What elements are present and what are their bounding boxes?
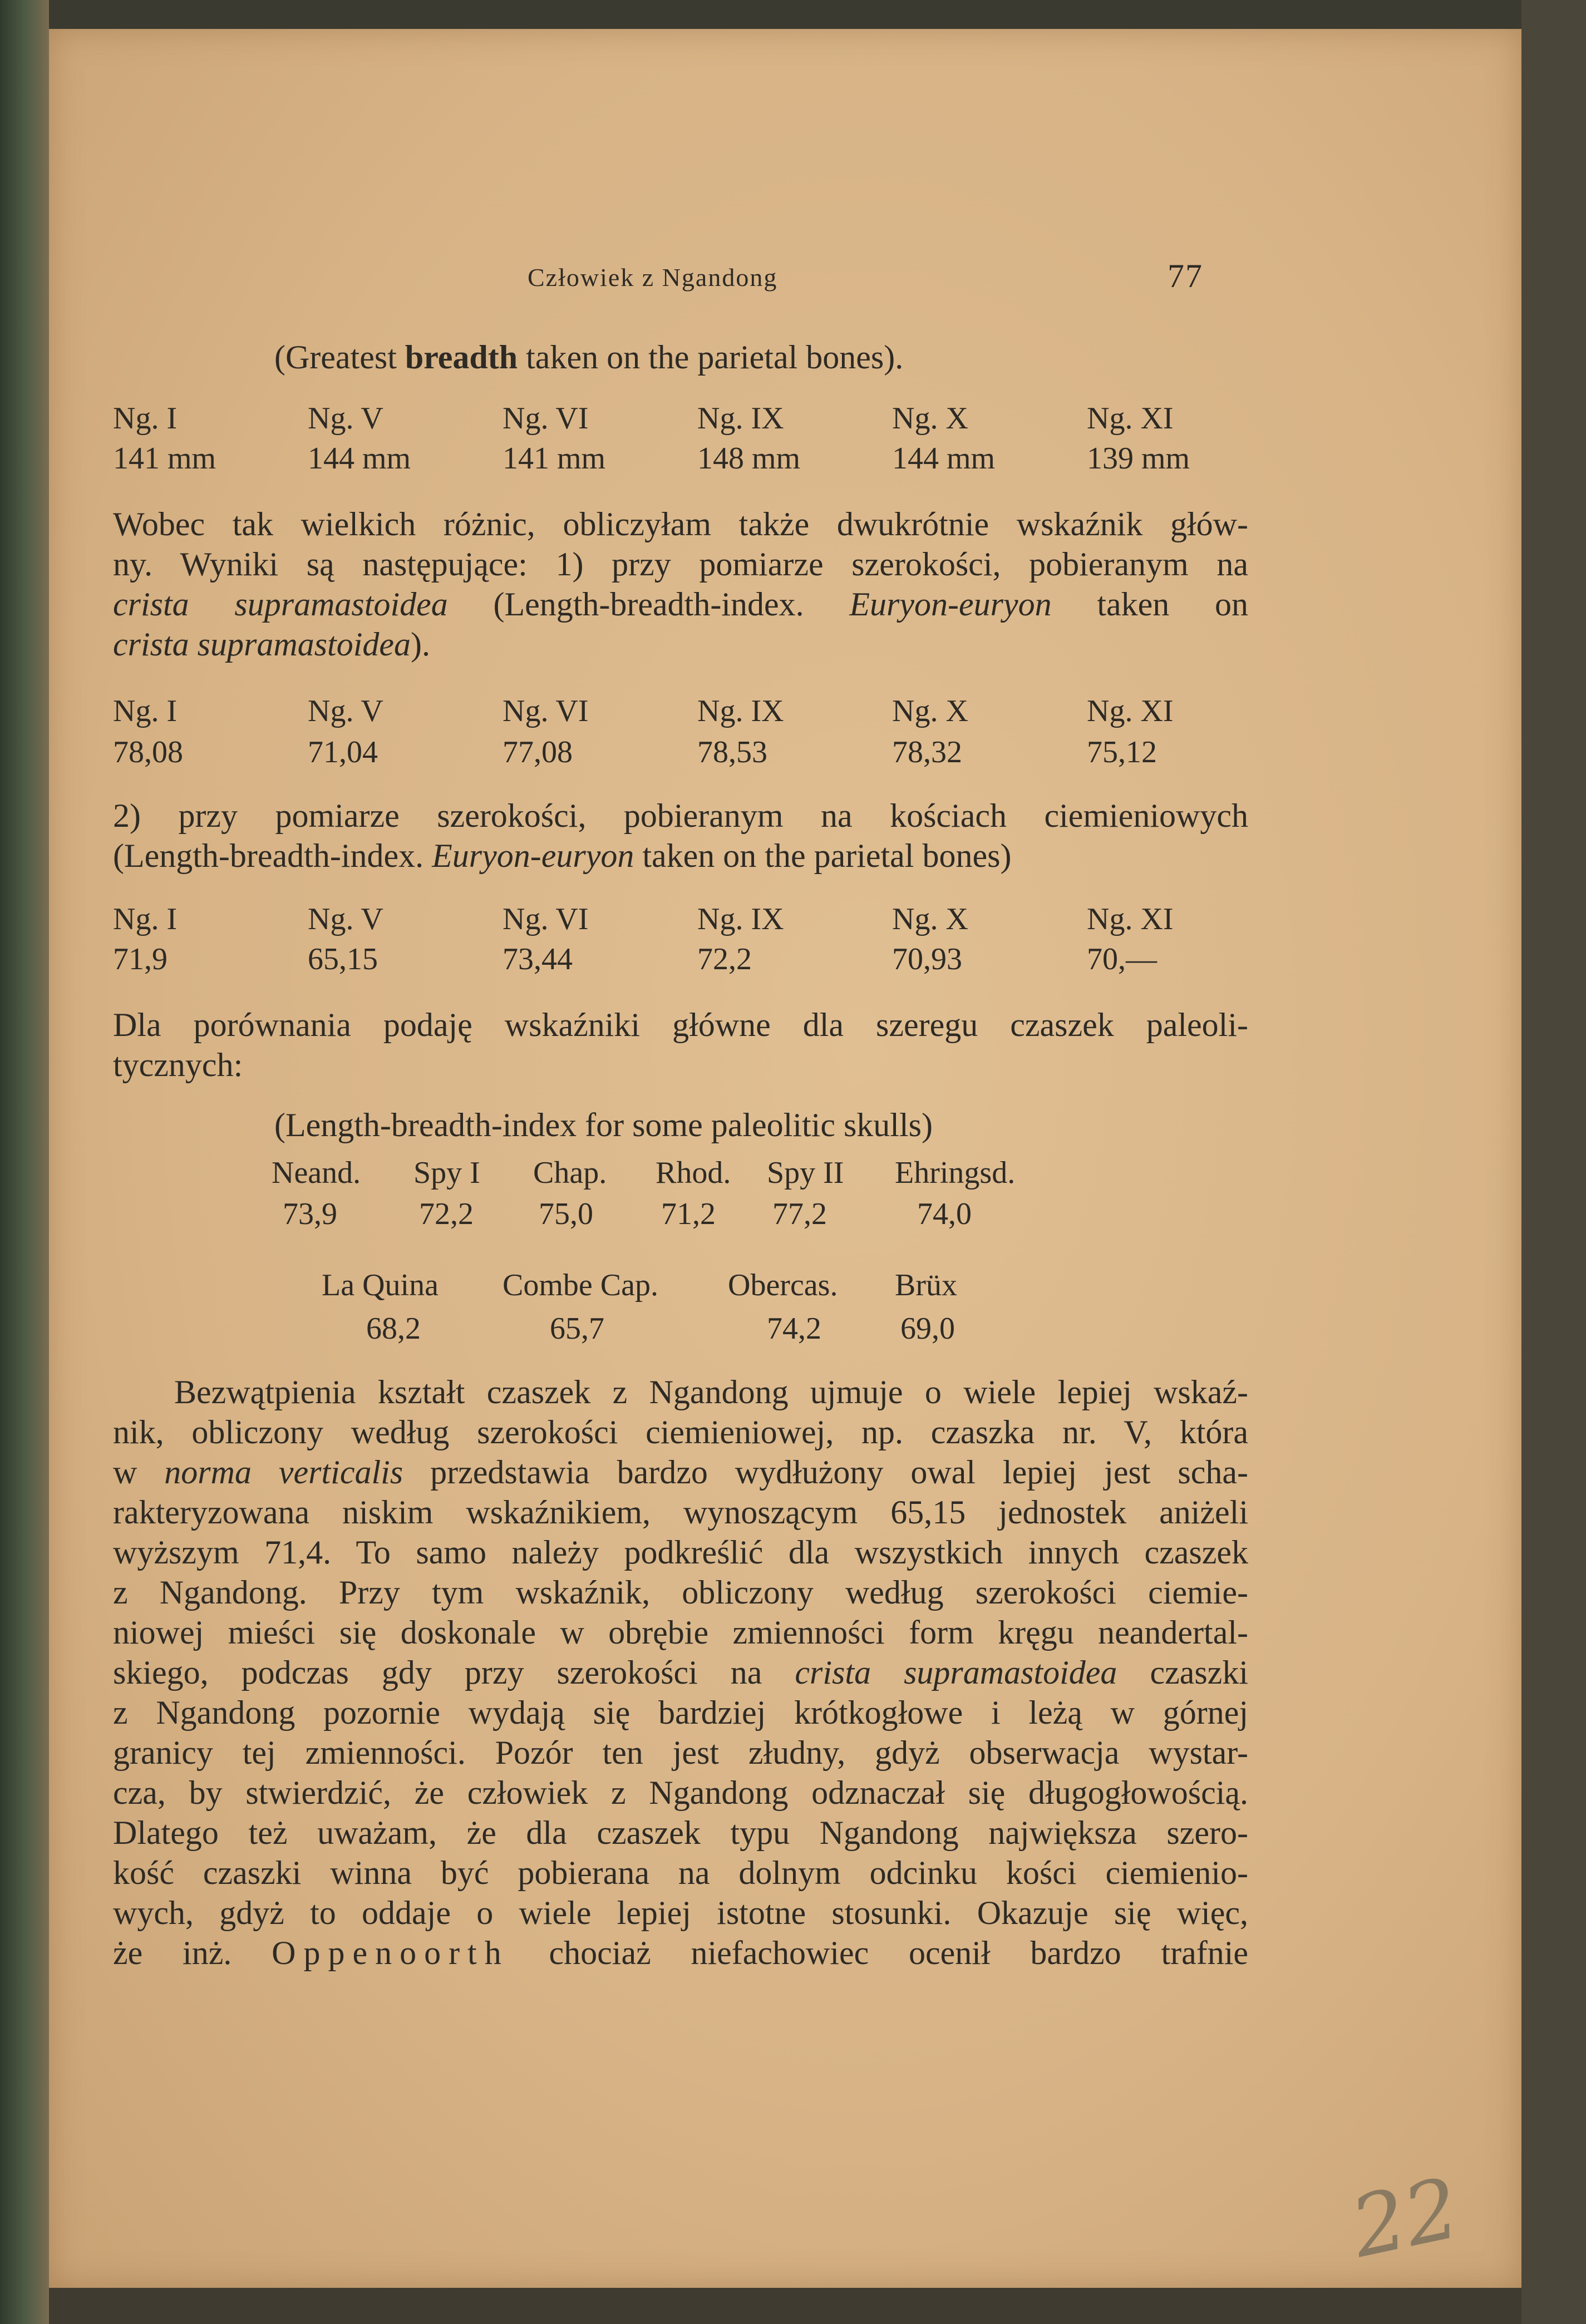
text: ). [411,626,431,663]
latin-term: crista supramastoidea [113,586,448,623]
para2-line: 2) przy pomiarze szerokości, pobieranym na kościach ciemieniowych [113,797,1248,834]
text: że inż. [113,1935,272,1971]
para3-line: Dla porównania podaję wskaźniki główne dla szeregu czaszek paleoli- [113,1006,1248,1043]
table4-header-row [272,1155,1140,1194]
latin-term: Euryon-euryon [849,586,1052,623]
table2-header: Ng. IX [697,694,784,728]
para4-line: Bezwątpienia kształt czaszek z Ngandong ujmuje o wiele lepiej wskaź- [174,1374,1248,1410]
table2-value: 78,53 [697,735,767,769]
para4-line: granicy tej zmienności. Pozór ten jest złudny, gdyż obserwacja wystar- [113,1734,1248,1771]
table5-value-row [322,1311,1101,1350]
text: chociaż niefachowiec ocenił bardzo trafnie [509,1935,1249,1971]
text: w [113,1454,165,1491]
para4-line: Dlatego też uważam, że dla czaszek typu Ngandong największa szero- [113,1814,1248,1851]
caption-bold: breadth [405,339,518,376]
caption-greatest-breadth [274,341,1109,374]
table2-value: 71,04 [308,735,378,769]
text: (Length-breadth-index. [113,837,432,874]
table1-header: Ng. V [308,401,383,436]
text: taken on [1051,586,1249,623]
table4-value: 74,0 [917,1197,972,1231]
table3-header-row [113,901,1248,940]
text: czaszki [1117,1654,1248,1691]
para4-line [113,1656,1248,1689]
table2-header-row [113,693,1248,732]
table1-header: Ng. X [892,401,968,436]
table1-header-row [113,401,1248,440]
table4-value: 73,9 [283,1197,337,1231]
text: (Length-breadth-index. [447,586,850,623]
book-spine [0,0,49,2324]
running-title: Człowiek z Ngandong [528,263,778,292]
table5-value: 74,2 [767,1311,821,1346]
latin-term: norma verticalis [164,1454,403,1491]
table5-header: Combe Cap. [503,1268,658,1302]
caption-paleolitic: (Length-breadth-index for some paleolitic skulls) [274,1107,933,1143]
para4-line: niowej mieści się doskonale w obrębie zmienności form kręgu neandertal- [113,1614,1248,1651]
para1-line [113,588,1248,621]
running-head [49,258,1521,296]
para4-line: nik, obliczony według szerokości ciemieniowej, np. czaszka nr. V, która [113,1414,1248,1450]
table1-value: 141 mm [113,441,216,476]
table3-value: 65,15 [308,942,378,976]
para1-line: ny. Wyniki są następujące: 1) przy pomiarze szerokości, pobieranym na [113,546,1248,583]
latin-term: Euryon-euryon [432,837,634,874]
para3-line: tycznych: [113,1047,243,1083]
latin-term: crista supramastoidea [113,626,411,663]
table1-header: Ng. I [113,401,178,436]
page-number: 77 [1168,258,1203,294]
table1-value: 139 mm [1087,441,1190,476]
table3-value: 72,2 [697,942,752,976]
handwritten-note: 22 [1343,2160,1467,2277]
para4-line: wych, gdyż to oddaje o wiele lepiej istotne stosunki. Okazuje się więc, [113,1894,1248,1931]
table3-value: 70,93 [892,942,962,976]
table3-value-row [113,941,1248,980]
table1-header: Ng. VI [503,401,589,436]
table3-header: Ng. VI [503,902,589,936]
table5-value: 68,2 [366,1311,421,1346]
table5-value: 65,7 [550,1311,604,1346]
para4-line: kość czaszki winna być pobierana na dolnym odcinku kości ciemienio- [113,1854,1248,1891]
table4-header: Spy II [767,1156,844,1190]
para4-line: cza, by stwierdzić, że człowiek z Ngandong odznaczał się długogłowością. [113,1774,1248,1811]
caption-text: taken on the parietal bones). [518,339,904,376]
para4-line [113,1936,1248,1970]
para4-line: wyższym 71,4. To samo należy podkreślić dla wszystkich innych czaszek [113,1534,1248,1571]
para4-line [113,1455,1248,1489]
table5-header: Brüx [895,1268,957,1302]
table3-header: Ng. V [308,902,383,936]
table4-value: 75,0 [539,1197,593,1231]
table5-header: Obercas. [728,1268,838,1302]
table4-value: 77,2 [772,1197,827,1231]
table2-header: Ng. X [892,694,968,728]
table4-header: Ehringsd. [895,1156,1016,1190]
para1-line: Wobec tak wielkich różnic, obliczyłam także dwukrótnie wskaźnik głów- [113,506,1248,542]
table2-header: Ng. VI [503,694,589,728]
table2-header: Ng. XI [1087,694,1174,728]
background-bottom [49,2288,1521,2324]
table2-value: 78,32 [892,735,962,769]
table3-header: Ng. I [113,902,178,936]
table1-header: Ng. XI [1087,401,1174,436]
table2-header: Ng. V [308,694,383,728]
table3-value: 71,9 [113,942,168,976]
table3-value: 73,44 [503,942,573,976]
table3-header: Ng. XI [1087,902,1174,936]
caption-text: (Greatest [274,339,405,376]
table1-header: Ng. IX [697,401,784,436]
table4-header: Neand. [272,1156,361,1190]
background-right [1521,0,1586,2324]
text: skiego, podczas gdy przy szerokości na [113,1654,795,1691]
text: taken on the parietal bones) [634,837,1012,874]
table4-value: 72,2 [419,1197,474,1231]
table1-value-row [113,441,1248,480]
para4-line: rakteryzowana niskim wskaźnikiem, wynoszącym 65,15 jednostek aniżeli [113,1494,1248,1531]
table3-header: Ng. X [892,902,968,936]
table4-header: Rhod. [656,1156,731,1190]
document-page [49,29,1521,2288]
table1-value: 148 mm [697,441,801,476]
table1-value: 144 mm [892,441,996,476]
table4-value-row [272,1196,1140,1235]
table5-header-row [322,1267,1101,1306]
table4-value: 71,2 [661,1197,716,1231]
table3-header: Ng. IX [697,902,784,936]
table4-header: Chap. [533,1156,607,1190]
table2-value: 75,12 [1087,735,1157,769]
table5-header: La Quina [322,1268,439,1302]
table2-header: Ng. I [113,694,178,728]
table2-value-row [113,734,1248,773]
table5-value: 69,0 [900,1311,955,1346]
table1-value: 144 mm [308,441,411,476]
spaced-name: Oppenoorth [272,1935,509,1971]
para1-line [113,628,1248,661]
latin-term: crista supramastoidea [795,1654,1117,1691]
table3-value: 70,— [1087,942,1157,976]
text: przedstawia bardzo wydłużony owal lepiej jest scha- [403,1454,1248,1491]
table2-value: 77,08 [503,735,573,769]
para4-line: z Ngandong pozornie wydają się bardziej krótkogłowe i leżą w górnej [113,1694,1248,1731]
para2-line [113,839,1248,872]
para4-line: z Ngandong. Przy tym wskaźnik, obliczony według szerokości ciemie- [113,1574,1248,1611]
table4-header: Spy I [413,1156,480,1190]
table2-value: 78,08 [113,735,183,769]
table1-value: 141 mm [503,441,606,476]
